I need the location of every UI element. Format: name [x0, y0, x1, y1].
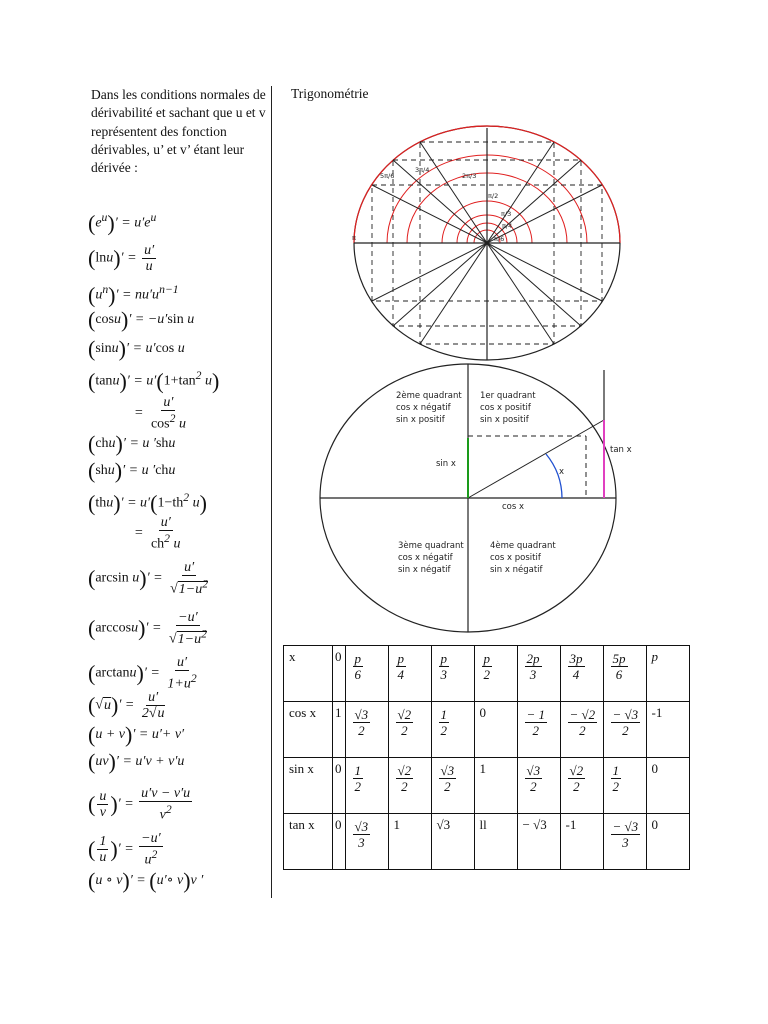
- q2-title: 2ème quadrant: [396, 391, 462, 401]
- cell-denominator: 6: [615, 667, 623, 682]
- cell-numerator: √2: [569, 763, 584, 778]
- formula-sum: (u + v)′ = u′+ v′: [88, 722, 185, 747]
- formula-ch: (chu)′ = u ′shu: [88, 431, 176, 456]
- q3-sin: sin x négatif: [398, 565, 451, 575]
- table-cell: [646, 814, 689, 870]
- table-cell: [388, 646, 431, 702]
- label-pi4: π/4: [502, 222, 513, 230]
- intro-text: Dans les conditions normales de dérivabilité et sachant que u et v représentent des fonction dérivables, u’ et v’ étant leur dérivée :: [91, 87, 266, 176]
- table-cell: [474, 702, 517, 758]
- q4-sin: sin x négatif: [490, 565, 543, 575]
- cell-zero: 1: [333, 702, 346, 758]
- table-cell: [517, 758, 560, 814]
- q1-cos: cos x positif: [480, 403, 531, 413]
- cell-numerator: 1: [440, 707, 447, 722]
- cell-denominator: 3: [529, 667, 537, 682]
- cell-zero: 0: [333, 814, 346, 870]
- q1-title: 1er quadrant: [480, 391, 536, 401]
- cell-value: √3: [436, 817, 451, 832]
- label-pi2: π/2: [488, 192, 499, 200]
- table-cell: [345, 814, 388, 870]
- row-label: cos x: [284, 702, 333, 758]
- formula-sqrt: (√u)′ = $\frac{u'}{2√u}$: [88, 690, 165, 721]
- cell-numerator: √2: [397, 707, 412, 722]
- row-label: x: [284, 646, 333, 702]
- column-divider: [271, 86, 272, 898]
- table-cell: [431, 702, 474, 758]
- cell-denominator: 2: [532, 723, 540, 738]
- row-label: sin x: [284, 758, 333, 814]
- formula-arcsin: (arcsin u)′ = $\frac{u'}{√1-u^2}$: [88, 560, 209, 597]
- table-row-sin: [284, 758, 690, 814]
- label-pi3: π/3: [501, 210, 512, 218]
- label-pi: π: [352, 234, 356, 242]
- cell-value: 1: [393, 817, 400, 832]
- table-row-x: [284, 646, 690, 702]
- cell-value: 0: [651, 761, 658, 776]
- table-cell: [646, 702, 689, 758]
- table-cell: [431, 758, 474, 814]
- cell-denominator: 4: [572, 667, 580, 682]
- cell-denominator: 4: [397, 667, 404, 682]
- label-2pi3: 2π/3: [462, 172, 477, 180]
- cell-denominator: 6: [354, 667, 361, 682]
- table-cell: [345, 646, 388, 702]
- table-cell: [345, 702, 388, 758]
- cell-zero: 0: [333, 646, 346, 702]
- formula-th: $(thu)' = u'(1-th^2$ u): [88, 490, 207, 516]
- formula-ln: (lnu)′ = $\frac{u'}{u}$: [88, 243, 155, 274]
- cell-numerator: p: [440, 651, 447, 666]
- cell-numerator: √3: [354, 707, 369, 722]
- q3-title: 3ème quadrant: [398, 541, 464, 551]
- cell-numerator: − √3: [612, 819, 639, 834]
- cell-value: 1: [479, 761, 486, 776]
- formula-tan-alt: = $\frac{u'}{\cos^2 u}$: [134, 395, 186, 432]
- formula-tan: $(\tan u)' = u'(1+\tan^2$ u): [88, 368, 220, 394]
- table-cell: [603, 702, 646, 758]
- cell-denominator: 3: [358, 835, 365, 850]
- angle-ray: [468, 420, 604, 498]
- cell-numerator: p: [354, 651, 361, 666]
- cell-denominator: 2: [573, 779, 580, 794]
- trig-values-table: [283, 645, 690, 870]
- q4-cos: cos x positif: [490, 553, 541, 563]
- table-cell: [646, 646, 689, 702]
- q2-sin: sin x positif: [396, 415, 445, 425]
- q2-cos: cos x négatif: [396, 403, 451, 413]
- table-cell: [388, 758, 431, 814]
- label-pi6: π/6: [494, 235, 505, 243]
- table-cell: [431, 814, 474, 870]
- cell-denominator: 2: [354, 779, 361, 794]
- table-cell: [603, 814, 646, 870]
- cell-denominator: 2: [444, 779, 451, 794]
- formula-composition: (u ∘ v)′ = (u′∘ v)v ′: [88, 868, 204, 893]
- table-cell: [603, 758, 646, 814]
- cell-denominator: 2: [612, 779, 619, 794]
- formula-sin: (sinu)′ = u′cos u: [88, 336, 185, 361]
- cell-numerator: 1: [612, 763, 619, 778]
- cell-numerator: p: [397, 651, 404, 666]
- table-cell: [388, 814, 431, 870]
- cell-denominator: 2: [483, 667, 490, 682]
- formula-inverse: ( $\frac{1}{u}$ )′ = $\frac{-u'}{u^2}$: [88, 831, 161, 868]
- table-cell: [517, 702, 560, 758]
- q4-title: 4ème quadrant: [490, 541, 556, 551]
- formula-power: $(u^n)' = nu'u^{n-1}$: [88, 282, 179, 308]
- cell-value: p: [651, 649, 658, 664]
- quadrant-circle: [318, 368, 632, 638]
- table-cell: [431, 646, 474, 702]
- cell-denominator: 3: [622, 835, 629, 850]
- cell-numerator: √3: [526, 763, 541, 778]
- table-row-cos: [284, 702, 690, 758]
- cell-value: 0: [651, 817, 658, 832]
- formula-quotient: ( $\frac{u}{v}$ )′ = $\frac{u'v - v'u}{v^2}$: [88, 786, 191, 823]
- unit-circle-angles: [344, 128, 630, 368]
- cell-value: 0: [479, 705, 486, 720]
- cell-denominator: 2: [440, 723, 447, 738]
- cell-numerator: √3: [354, 819, 369, 834]
- table-cell: [560, 814, 603, 870]
- cell-value: -1: [565, 817, 577, 832]
- table-row-tan: [284, 814, 690, 870]
- cell-numerator: − √3: [612, 707, 639, 722]
- cell-denominator: 2: [530, 779, 537, 794]
- cell-numerator: 3p: [569, 651, 583, 666]
- sin-label: sin x: [436, 459, 456, 469]
- table-cell: [517, 814, 560, 870]
- table-cell: [474, 758, 517, 814]
- formula-product: (uv)′ = u′v + v′u: [88, 749, 185, 774]
- cell-denominator: 3: [440, 667, 447, 682]
- formula-sh: (shu)′ = u ′chu: [88, 458, 176, 483]
- table-cell: [517, 646, 560, 702]
- cell-denominator: 2: [401, 779, 408, 794]
- formula-cos: (cosu)′ = −u′sin u: [88, 307, 195, 332]
- formula-exp: $(e^u)' = u'e^u$: [88, 210, 157, 236]
- cell-numerator: √3: [440, 763, 455, 778]
- cell-denominator: 2: [358, 723, 365, 738]
- cell-numerator: √2: [397, 763, 412, 778]
- cell-numerator: 5p: [612, 651, 626, 666]
- q3-cos: cos x négatif: [398, 553, 453, 563]
- q1-sin: sin x positif: [480, 415, 529, 425]
- cell-numerator: 2p: [526, 651, 540, 666]
- cell-value: ll: [479, 817, 487, 832]
- cos-label: cos x: [502, 502, 525, 512]
- formula-arccos: (arccosu)′ = $\frac{-u'}{√1-u^2}$: [88, 610, 207, 647]
- table-cell: [474, 814, 517, 870]
- table-cell: [345, 758, 388, 814]
- cell-value: -1: [651, 705, 663, 720]
- tan-label: tan x: [610, 445, 632, 455]
- cell-numerator: − √2: [569, 707, 596, 722]
- label-3pi4: 3π/4: [415, 166, 430, 174]
- cell-denominator: 2: [401, 723, 408, 738]
- cell-numerator: − 1: [526, 707, 546, 722]
- table-cell: [560, 646, 603, 702]
- cell-value: − √3: [522, 817, 547, 832]
- label-5pi6: 5π/6: [380, 172, 395, 180]
- formula-th-alt: = $\frac{u'}{ch^2 u}$: [134, 515, 181, 552]
- cell-zero: 0: [333, 758, 346, 814]
- cell-numerator: p: [483, 651, 490, 666]
- cell-denominator: 2: [622, 723, 629, 738]
- row-label: tan x: [284, 814, 333, 870]
- angle-label: x: [559, 467, 565, 477]
- cell-numerator: 1: [354, 763, 361, 778]
- table-cell: [646, 758, 689, 814]
- table-cell: [560, 758, 603, 814]
- table-cell: [474, 646, 517, 702]
- cell-denominator: 2: [579, 723, 586, 738]
- table-cell: [560, 702, 603, 758]
- table-cell: [603, 646, 646, 702]
- formula-arctan: (arctanu)′ = $\frac{u'}{1+u^2}$: [88, 655, 197, 692]
- table-cell: [388, 702, 431, 758]
- page-heading: Trigonométrie: [291, 86, 369, 101]
